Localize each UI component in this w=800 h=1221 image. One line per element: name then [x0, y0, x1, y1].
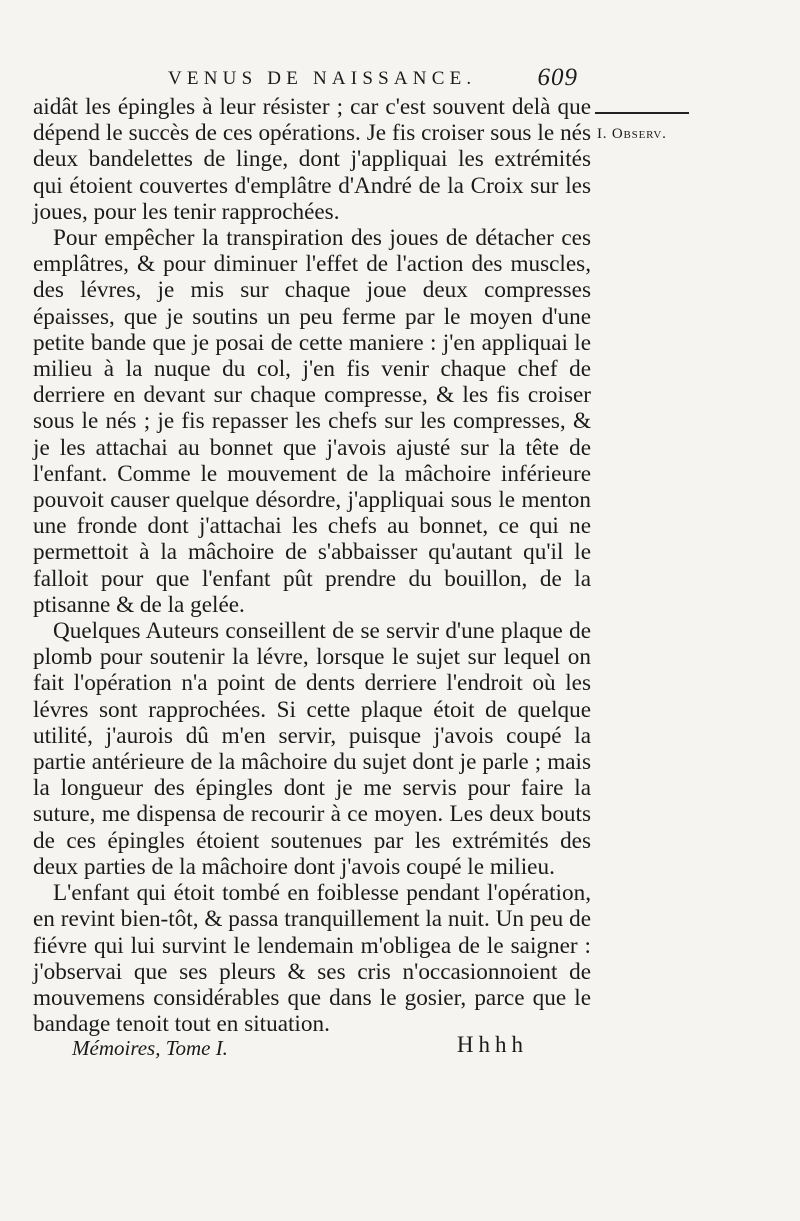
volume-reference: Mémoires, Tome I.: [72, 1036, 228, 1060]
body-text: [33, 94, 591, 1037]
paragraph-2: Pour empêcher la transpiration des joues de détacher ces emplâtres, & pour diminuer l'effet de l'action des muscles, des lévres, je mis sur chaque joue deux compresses épaisses, que je soutins un peu ferme par le moyen d'une petite bande que je posai de cette maniere : j'en appliquai le milieu à la nuque du col, j'en fis venir chaque chef de derriere en devant sur chaque compresse, & les fis croiser sous le nés ; je fis repasser les chefs sur les compresses, & je les attachai au bonnet que j'avois ajusté sur la tête de l'enfant. Comme le mouvement de la mâchoire inférieure pouvoit causer quelque désordre, j'appliquai sous le menton une fronde dont j'attachai les chefs au bonnet, ce qui ne permettoit à la mâchoire de s'abbaisser qu'autant qu'il le falloit pour que l'enfant pût prendre du bouillon, de la ptisanne & de la gelée.: [33, 225, 591, 618]
signature-mark: Hhhh: [456, 1032, 528, 1057]
paragraph-3: Quelques Auteurs conseillent de se servir d'une plaque de plomb pour soutenir la lévre, lorsque le sujet sur lequel on fait l'opération n'a point de dents derriere l'endroit où les lévres sont rapprochées. Si cette plaque étoit de quelque utilité, j'aurois dû m'en servir, puisque j'avois coupé la partie antérieure de la mâchoire du sujet dont je parle ; mais la longueur des épingles dont je me servis pour faire la suture, me dispensa de recourir à ce moyen. Les deux bouts de ces épingles étoient soutenues par les extrémités des deux parties de la mâchoire dont j'avois coupé le milieu.: [33, 618, 591, 880]
page-footer: [72, 1032, 528, 1068]
running-title: VENUS DE NAISSANCE.: [168, 68, 477, 89]
page-number: 609: [537, 64, 578, 91]
paragraph-4: L'enfant qui étoit tombé en foiblesse pendant l'opération, en revint bien-tôt, & passa tranquillement la nuit. Un peu de fiévre qui lui survint le lendemain m'obligea de le saigner : j'observai que ses pleurs & ses cris n'occasionnoient de mouvemens considérables que dans le gosier, parce que le bandage tenoit tout en situation.: [33, 880, 591, 1038]
paragraph-1: aidât les épingles à leur résister ; car c'est souvent delà que dépend le succès de ces opérations. Je fis croiser sous le nés deux bandelettes de linge, dont j'appliquai les extrémités qui étoient couvertes d'emplâtre d'André de la Croix sur les joues, pour les tenir rapprochées.: [33, 94, 591, 225]
margin-rule: [595, 112, 689, 114]
margin-note: I. Observ.: [597, 126, 667, 142]
